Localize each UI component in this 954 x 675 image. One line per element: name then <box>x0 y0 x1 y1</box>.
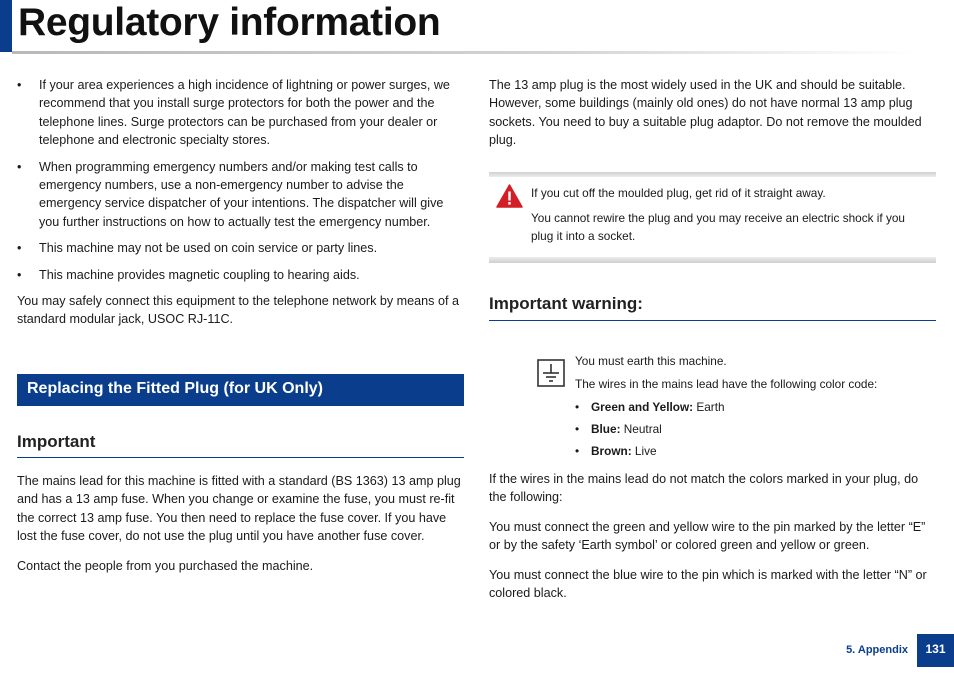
bullet-dot: • <box>575 400 580 414</box>
header-accent-bar <box>0 0 12 52</box>
list-item <box>17 239 464 257</box>
bullet-dot: • <box>17 159 22 174</box>
plug-paragraph: The 13 amp plug is the most widely used in the UK and should be suitable. However, some buildings (mainly old ones) do not have normal 13 amp plug sockets. You need to buy a suitable plug adaptor. Do not remove the moulded plug. <box>489 78 922 148</box>
wire-label: Green and Yellow: <box>591 400 694 414</box>
important-warning-heading: Important warning: <box>489 294 643 313</box>
warning-bottom-rule <box>489 257 936 263</box>
list-item <box>575 420 725 442</box>
wire-value: Live <box>631 444 657 458</box>
bullet-dot: • <box>17 267 22 282</box>
section-title: Replacing the Fitted Plug (for UK Only) <box>27 380 323 397</box>
list-item <box>575 442 725 464</box>
bullet-dot: • <box>17 78 22 92</box>
safety-bullet-list <box>17 76 464 284</box>
bullet-text: If your area experiences a high incidence of lightning or power surges, we recommend that you install surge protectors for both the power and the telephone lines. Surge protectors can be purchased from your dealer or telephone and electronic specialty stores. <box>39 78 450 148</box>
warning-line-1: If you cut off the moulded plug, get rid of it straight away. <box>531 186 826 200</box>
green-wire-paragraph: You must connect the green and yellow wire to the pin marked by the letter “E” or by the safety ‘Earth symbol’ or colored green and yellow or green. <box>489 519 926 553</box>
list-item <box>575 398 725 420</box>
important-heading: Important <box>17 432 96 451</box>
list-item <box>17 76 464 150</box>
footer-section-label: 5. Appendix <box>846 644 908 656</box>
important-warning-rule <box>489 320 936 321</box>
page-number: 131 <box>917 634 954 667</box>
warning-top-rule <box>489 172 936 177</box>
blue-wire-paragraph: You must connect the blue wire to the pin which is marked with the letter “N” or colored black. <box>489 567 927 601</box>
wire-label: Brown: <box>591 444 632 458</box>
wire-color-list <box>575 398 725 464</box>
connect-paragraph: You may safely connect this equipment to the telephone network by means of a standard modular jack, USOC RJ-11C. <box>17 294 459 327</box>
left-column-bottom <box>17 472 464 575</box>
left-column-top <box>17 76 464 329</box>
right-column-bottom <box>489 470 936 602</box>
important-rule <box>17 457 464 458</box>
list-item <box>17 266 464 284</box>
bullet-dot: • <box>575 444 580 458</box>
wire-value: Earth <box>693 400 725 414</box>
list-item <box>17 158 464 232</box>
note-line-1: You must earth this machine. <box>575 354 727 368</box>
warning-line-2: You cannot rewire the plug and you may receive an electric shock if you plug it into a socket. <box>531 211 905 243</box>
page-title: Regulatory information <box>18 1 441 44</box>
plug-paragraph-block <box>489 76 936 150</box>
mains-paragraph: The mains lead for this machine is fitted with a standard (BS 1363) 13 amp plug and has a 13 amp fuse. When you change or examine the fuse, you must re-fit the correct 13 amp fuse. You then need to replace the fuse cover. If you have lost the fuse cover, do not use the plug until you have another fuse cover. <box>17 474 461 544</box>
section-title-bar <box>17 374 464 406</box>
earth-note-icon <box>537 359 565 387</box>
bullet-text: This machine may not be used on coin service or party lines. <box>39 241 378 256</box>
title-rule <box>12 51 917 54</box>
contact-paragraph: Contact the people from you purchased the machine. <box>17 558 314 573</box>
bullet-text: When programming emergency numbers and/or making test calls to emergency numbers, use a non-emergency number to advise the emergency service dispatcher of your intentions. The dispatcher will give you further instructions on how to actually test the emergency number. <box>39 159 444 229</box>
wire-label: Blue: <box>591 422 621 436</box>
bullet-dot: • <box>17 241 22 256</box>
bullet-text: This machine provides magnetic coupling to hearing aids. <box>39 267 360 282</box>
warning-triangle-icon <box>496 184 523 208</box>
wire-value: Neutral <box>620 422 662 436</box>
bullet-dot: • <box>575 422 580 436</box>
mismatch-paragraph: If the wires in the mains lead do not match the colors marked in your plug, do the following: <box>489 472 919 505</box>
note-line-2: The wires in the mains lead have the following color code: <box>575 377 878 391</box>
